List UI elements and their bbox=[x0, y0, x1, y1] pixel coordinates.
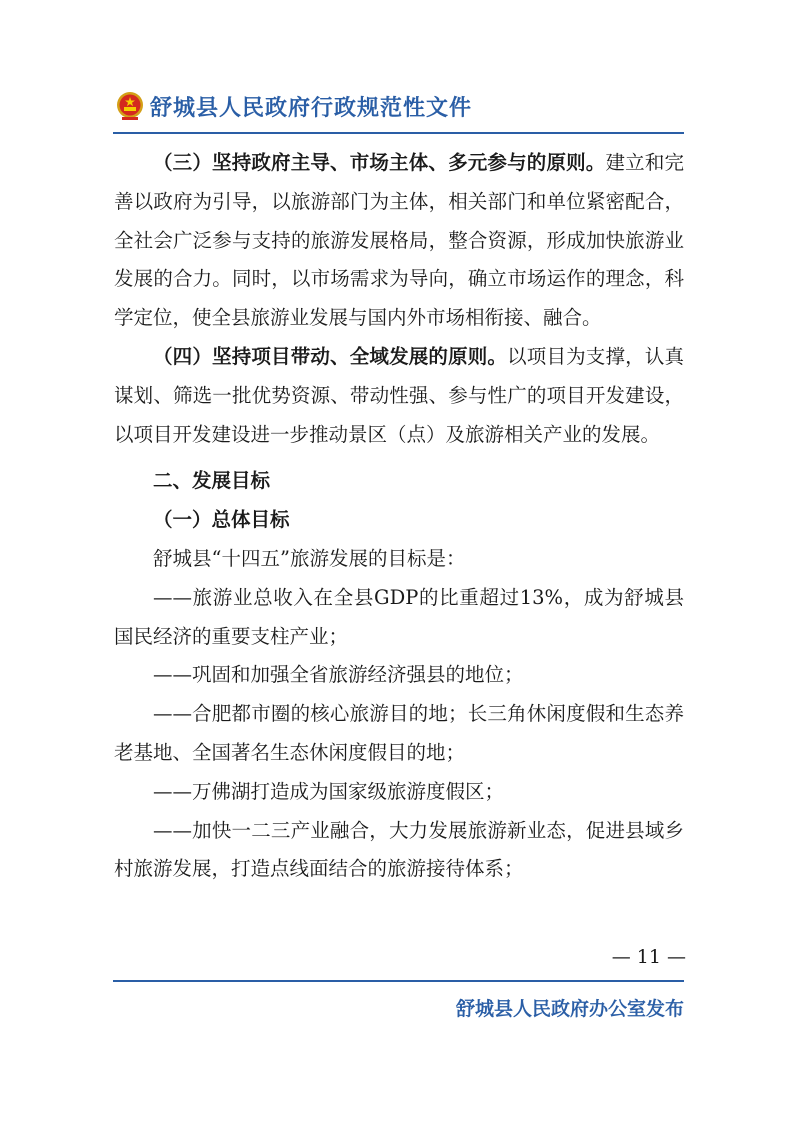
goal-item: ——万佛湖打造成为国家级旅游度假区； bbox=[153, 779, 505, 803]
paragraph-principle-4 bbox=[114, 338, 684, 454]
paragraph-principle-3 bbox=[114, 144, 684, 338]
goal-item: ——加快一二三产业融合，大力发展旅游新业态，促进县域乡村旅游发展，打造点线面结合的旅游接待体系； bbox=[114, 818, 684, 881]
header-title: 舒城县人民政府行政规范性文件 bbox=[150, 95, 473, 121]
paragraph-text: 以项目为支撑，认真谋划、筛选一批优势资源、带动性强、参与性广的项目开发建设，以项目开发建设进一步推动景区（点）及旅游相关产业的发展。 bbox=[114, 344, 684, 446]
goal-item: ——合肥都市圈的核心旅游目的地；长三角休闲度假和生态养老基地、全国著名生态休闲度假目的地； bbox=[114, 702, 684, 764]
goal-item: ——巩固和加强全省旅游经济强县的地位； bbox=[153, 663, 524, 687]
document-body bbox=[114, 144, 684, 889]
document-header bbox=[114, 86, 684, 126]
footer-divider bbox=[113, 980, 684, 982]
header-divider bbox=[113, 132, 684, 134]
paragraph-lead: （四）坚持项目带动、全域发展的原则。 bbox=[153, 344, 508, 368]
section-heading: 二、发展目标 bbox=[153, 469, 271, 493]
national-emblem-icon bbox=[114, 90, 146, 122]
paragraph-text: 建立和完善以政府为引导，以旅游部门为主体，相关部门和单位紧密配合，全社会广泛参与支持的旅游发展格局，整合资源，形成加快旅游业发展的合力。同时，以市场需求为导向，确立市场运作的理念，科学定位，使全县旅游业发展与国内外市场相衔接、融合。 bbox=[114, 151, 684, 330]
sub-heading: （一）总体目标 bbox=[153, 508, 290, 532]
page-number: — 11 — bbox=[611, 946, 686, 968]
goal-item: ——旅游业总收入在全县GDP的比重超过13%，成为舒城县国民经济的重要支柱产业； bbox=[114, 585, 684, 648]
goals-intro: 舒城县“十四五”旅游发展的目标是： bbox=[153, 546, 466, 570]
paragraph-lead: （三）坚持政府主导、市场主体、多元参与的原则。 bbox=[153, 151, 606, 174]
footer-publisher: 舒城县人民政府办公室发布 bbox=[455, 998, 684, 1020]
